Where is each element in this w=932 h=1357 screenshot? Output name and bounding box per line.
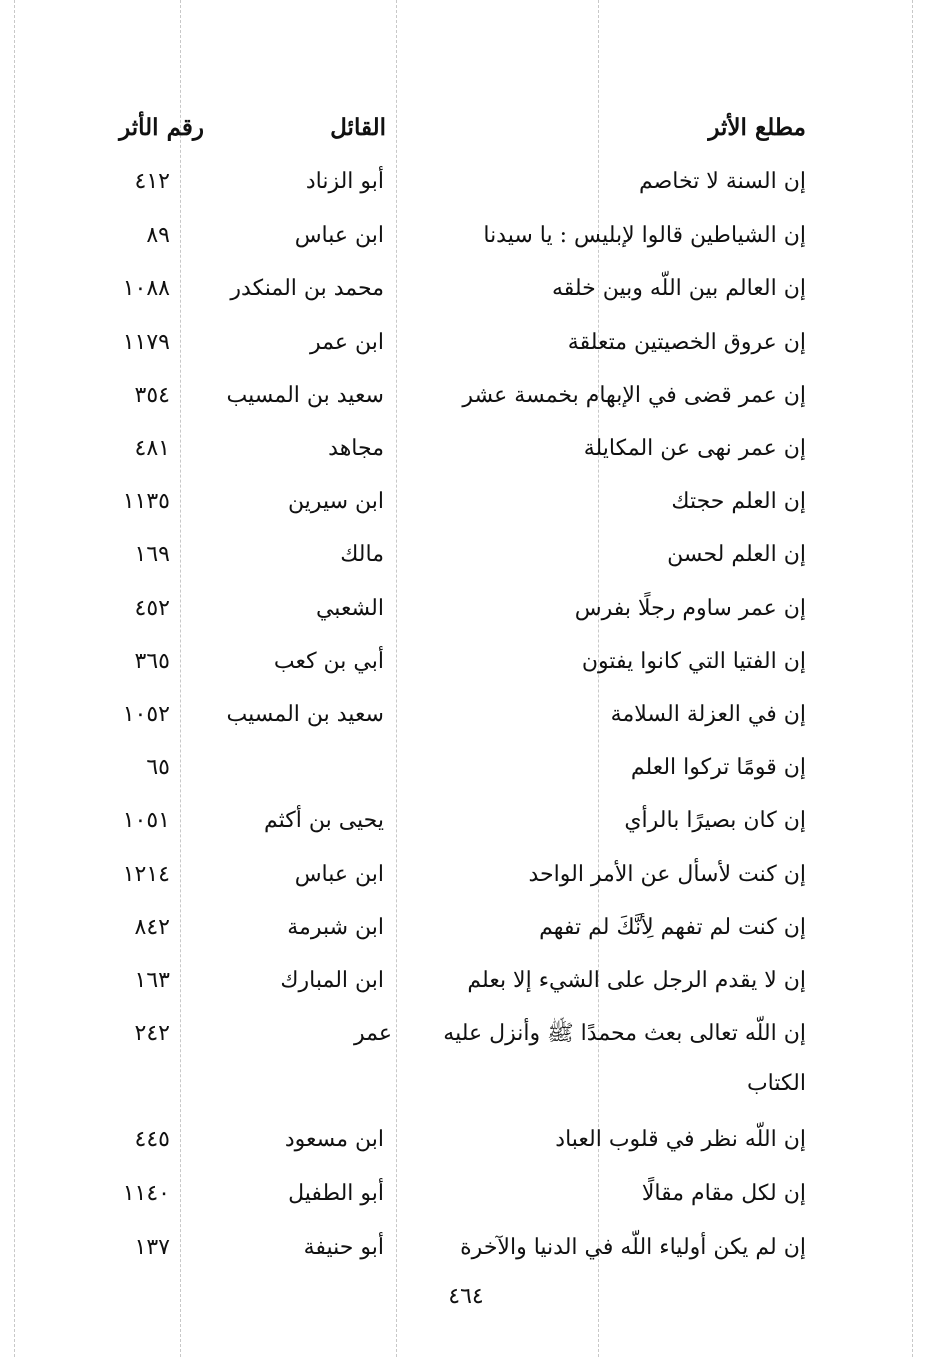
row-text: إن لم يكن أولياء اللّه في الدنيا والآخرة	[460, 1235, 806, 1260]
row-sayer: أبو الطفيل	[288, 1181, 384, 1206]
row-text: إن العالم بين اللّه وبين خلقه	[551, 276, 806, 301]
row-text: إن عمر ساوم رجلًا بفرس	[574, 596, 806, 621]
row-number: ١١٣٥	[122, 489, 170, 514]
row-sayer: ابن عباس	[294, 223, 384, 248]
table-row	[0, 1174, 932, 1214]
row-number: ١٠٨٨	[122, 276, 170, 301]
table-row	[0, 376, 932, 416]
row-number: ٦٥	[146, 755, 170, 780]
row-sayer: عمر	[354, 1021, 392, 1046]
table-row	[0, 589, 932, 629]
row-sayer: ابن سيرين	[287, 489, 384, 514]
row-number: ٤٤٥	[134, 1127, 170, 1152]
row-text: إن في العزلة السلامة	[610, 702, 806, 727]
row-number: ٤١٢	[134, 169, 170, 194]
row-text: إن العلم لحسن	[667, 542, 806, 567]
row-text: إن اللّه تعالى بعث محمدًا ﷺ وأنزل عليه	[443, 1021, 806, 1046]
table-row	[0, 695, 932, 735]
table-row	[0, 535, 932, 575]
row-sayer: سعيد بن المسيب	[226, 702, 384, 727]
row-text: إن عروق الخصيتين متعلقة	[567, 330, 806, 355]
row-number: ٨٤٢	[134, 915, 170, 940]
row-number: ٨٩	[146, 223, 170, 248]
row-text: إن عمر نهى عن المكايلة	[583, 436, 806, 461]
table-row	[0, 482, 932, 522]
row-number: ٣٦٥	[134, 649, 170, 674]
row-sayer: ابن المبارك	[280, 968, 384, 993]
row-number: ١١٧٩	[122, 330, 170, 355]
header-text: مطلع الأثر	[708, 114, 806, 141]
row-sayer: مجاهد	[328, 436, 384, 461]
row-text: إن كنت لم تفهم لِأنَّكَ لم تفهم	[539, 915, 806, 940]
table-row	[0, 855, 932, 895]
header-number: رقم الأثر	[119, 114, 204, 141]
table-row	[0, 429, 932, 469]
row-text: إن السنة لا تخاصم	[638, 169, 806, 194]
header-sayer: القائل	[330, 114, 386, 141]
row-sayer: الشعبي	[315, 596, 384, 621]
row-number: ١٦٩	[134, 542, 170, 567]
row-text: إن اللّه نظر في قلوب العباد	[555, 1127, 806, 1152]
row-sayer: محمد بن المنكدر	[230, 276, 384, 301]
row-number: ٣٥٤	[134, 383, 170, 408]
table-row	[0, 961, 932, 1001]
row-text: إن كان بصيرًا بالرأي	[624, 808, 806, 833]
table-header	[0, 108, 932, 148]
row-text: إن العلم حجتك	[671, 489, 806, 514]
table-row	[0, 1120, 932, 1160]
row-text: الكتاب	[746, 1071, 806, 1096]
table-row	[0, 216, 932, 256]
row-sayer: ابن عمر	[310, 330, 384, 355]
row-sayer: ابن مسعود	[284, 1127, 384, 1152]
row-number: ١١٤٠	[122, 1181, 170, 1206]
table-row	[0, 642, 932, 682]
row-text: إن الفتيا التي كانوا يفتون	[581, 649, 806, 674]
row-sayer: ابن عباس	[294, 862, 384, 887]
table-row	[0, 748, 932, 788]
row-text: إن لكل مقام مقالًا	[641, 1181, 806, 1206]
row-sayer: أبي بن كعب	[273, 649, 384, 674]
table-row	[0, 323, 932, 363]
table-row	[0, 908, 932, 948]
row-sayer: يحيى بن أكثم	[263, 808, 384, 833]
row-text: إن قومًا تركوا العلم	[630, 755, 806, 780]
row-number: ١٢١٤	[122, 862, 170, 887]
page-number: ٤٦٤	[448, 1284, 484, 1309]
table-row	[0, 162, 932, 202]
row-sayer: أبو الزناد	[305, 169, 384, 194]
row-text: إن كنت لأسأل عن الأمر الواحد	[528, 862, 806, 887]
row-text: إن عمر قضى في الإبهام بخمسة عشر	[462, 383, 806, 408]
row-number: ٢٤٢	[134, 1021, 170, 1046]
table-row	[0, 1014, 932, 1054]
row-number: ١٠٥٢	[122, 702, 170, 727]
row-sayer: أبو حنيفة	[303, 1235, 384, 1260]
table-row	[0, 801, 932, 841]
row-text: إن الشياطين قالوا لإبليس : يا سيدنا	[483, 223, 806, 248]
row-sayer: سعيد بن المسيب	[226, 383, 384, 408]
table-row	[0, 269, 932, 309]
table-row	[0, 1064, 932, 1104]
row-number: ٤٨١	[134, 436, 170, 461]
row-number: ١٠٥١	[122, 808, 170, 833]
row-number: ٤٥٢	[134, 596, 170, 621]
row-number: ١٦٣	[134, 968, 170, 993]
table-row	[0, 1228, 932, 1268]
row-number: ١٣٧	[134, 1235, 170, 1260]
row-sayer: ابن شبرمة	[287, 915, 384, 940]
row-sayer: مالك	[340, 542, 384, 567]
row-text: إن لا يقدم الرجل على الشيء إلا بعلم	[467, 968, 806, 993]
